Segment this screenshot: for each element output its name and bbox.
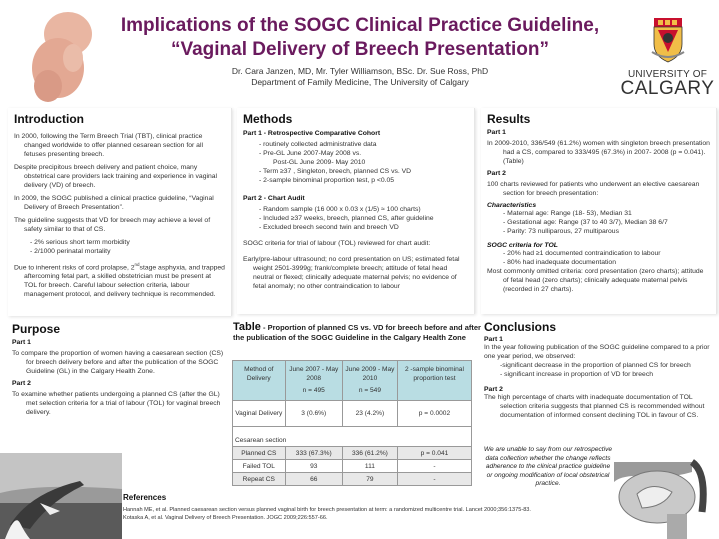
crest-icon: [648, 18, 688, 64]
methods-panel: [237, 108, 475, 314]
methods-item: - Random sample (16 000 x 0.03 x (1/5) ≈ 100 charts): [259, 206, 421, 213]
table-cell: -: [397, 460, 471, 473]
table-row: [233, 427, 472, 447]
results-panel: [481, 108, 717, 314]
table-row: [233, 473, 472, 486]
results-part1-text: In 2009-2010, 336/549 (61.2%) women with singleton breech presentation had a CS, compared to 333/495 (67.3%) in 2007- 2008 (p = 0.041). (Table): [487, 140, 710, 165]
results-heading: Results: [487, 112, 531, 126]
characteristics-label: Characteristics: [487, 202, 537, 209]
methods-heading: Methods: [243, 112, 293, 126]
methods-criteria-intro: SOGC criteria for trial of labour (TOL) reviewed for chart audit:: [243, 240, 431, 247]
table-cell: p = 0.0002: [397, 401, 471, 427]
table-cell: 3 (0.6%): [285, 401, 342, 427]
authors: Dr. Cara Janzen, MD, Mr. Tyler Williamson, BSc. Dr. Sue Ross, PhD: [231, 66, 489, 76]
logo-text-line1: UNIVERSITY OF: [627, 69, 708, 80]
results-part2-text: 100 charts reviewed for patients who underwent an elective caesarean section for breech presentation:: [487, 181, 700, 197]
intro-bullet: - 2% serious short term morbidity: [30, 239, 130, 246]
methods-criteria-text: Early/pre-labour ultrasound; no cord presentation on US; estimated fetal weight 2501-3999g; frank/complete breech; attitude of fetal head neutral or flexed; clinically adequate maternal pelvis; no evidence of fetal anomaly; no other contraindication to labour: [243, 256, 460, 290]
purpose-section: [12, 322, 232, 421]
table-cell: p = 0.041: [397, 447, 471, 460]
characteristic-item: - Parity: 73 nulliparous, 27 multiparous: [503, 228, 619, 235]
purpose-part1-label: Part 1: [12, 339, 31, 346]
poster-header: [0, 0, 719, 100]
conclusions-part1-label: Part 1: [484, 336, 503, 343]
criteria-item: - 80% had inadequate documentation: [503, 259, 616, 266]
conclusions-heading: Conclusions: [484, 320, 557, 334]
table-cell: 23 (4.2%): [342, 401, 397, 427]
table-cell: 336 (61.2%): [342, 447, 397, 460]
table-cell: 333 (67.3%): [285, 447, 342, 460]
conclusions-section: [484, 320, 716, 424]
table-cell: 66: [285, 473, 342, 486]
table-cell: Planned CS: [233, 447, 286, 460]
reference-item: Hannah ME, et al. Planned caesarean section versus planned vaginal birth for breech presentation at term: a randomized multicentre trial. Lancet 2000;356:1375-83.: [123, 507, 531, 513]
table-cell: 79: [342, 473, 397, 486]
references-section: [123, 493, 719, 522]
table-header-cell: 2 -sample binominal proportion test: [397, 361, 471, 401]
methods-item: Post-GL June 2009- May 2010: [273, 159, 366, 166]
criteria-item: - 20% had ≥1 documented contraindication to labour: [503, 250, 661, 257]
intro-paragraph: Due to inherent risks of cord prolapse, 2ndstage asphyxia, and trapped aftercoming fetal part, a skilled obstetrician must be present at TOL for breech. Careful labour selection criteria, labour management protocol, and delivery technique is recommended.: [14, 262, 225, 299]
results-part2-label: Part 2: [487, 170, 506, 177]
table-cell: 93: [285, 460, 342, 473]
introduction-heading: Introduction: [14, 112, 84, 126]
intro-paragraph: In 2009, the SOGC published a clinical practice guideline, “Vaginal Delivery of Breech Presentation”.: [14, 195, 214, 211]
conclusion-note: We are unable to say from our retrospective data collection whether the change reflects adherence to the clinical practice guideline or ongoing modification of local obstetrical practice.: [483, 446, 613, 487]
conclusion-item: - significant increase in proportion of VD for breech: [500, 371, 654, 378]
tol-criteria-label: SOGC criteria for TOL: [487, 242, 558, 249]
purpose-part2-label: Part 2: [12, 380, 31, 387]
purpose-part2-text: To examine whether patients undergoing a planned CS (after the GL) met selection criteria for a trial of labour (TOL) for vaginal breech delivery.: [12, 391, 221, 416]
results-part1-label: Part 1: [487, 129, 506, 136]
methods-item: - Excluded breech second twin and breech VD: [259, 224, 399, 231]
logo-text-line2: CALGARY: [620, 78, 715, 99]
table-cell: Failed TOL: [233, 460, 286, 473]
poster-title: [100, 14, 620, 62]
purpose-part1-text: To compare the proportion of women having a caesarean section (CS) for breech delivery before and after the publication of the SOGC Guideline (GL) in the Calgary Health Zone.: [12, 350, 224, 375]
results-table: [232, 360, 472, 486]
characteristic-item: - Gestational age: Range (37 to 40 3/7), Median 38 6/7: [503, 219, 668, 226]
methods-item: - Included ≥37 weeks, breech, planned CS, after guideline: [259, 215, 434, 222]
reference-item: Kotaska A, et al. Vaginal Delivery of Breech Presentation. JOGC 2009;226:557-66.: [123, 515, 328, 521]
introduction-panel: [8, 108, 232, 316]
intro-paragraph: The guideline suggests that VD for breech may achieve a level of safety similar to that of CS.: [14, 217, 211, 233]
table-section-label: Cesarean section: [233, 427, 472, 447]
table-caption-text: - Proportion of planned CS vs. VD for breech before and after the publication of the SOGC Guideline in the Calgary Health Zone: [233, 323, 481, 342]
table-header-cell: June 2009 - May 2010 n = 549: [342, 361, 397, 401]
table-cell: Vaginal Delivery: [233, 401, 286, 427]
intro-bullet: - 2/1000 perinatal mortality: [30, 248, 111, 255]
methods-item: - 2-sample binominal proportion test, p <0.05: [259, 177, 395, 184]
characteristic-item: - Maternal age: Range (18- 53), Median 31: [503, 210, 632, 217]
purpose-heading: Purpose: [12, 322, 61, 336]
table-header-row: [233, 361, 472, 401]
table-cell: -: [397, 473, 471, 486]
conclusions-part1-text: In the year following publication of the SOGC guideline compared to a prior one year period, we observed:: [484, 344, 710, 360]
table-caption-title: Table: [233, 321, 261, 333]
methods-item: - Term ≥37 , Singleton, breech, planned CS vs. VD: [259, 168, 412, 175]
references-heading: References: [123, 493, 167, 502]
table-row: [233, 460, 472, 473]
methods-item: - routinely collected administrative data: [259, 141, 377, 148]
conclusion-item: -significant decrease in the proportion of planned CS for breech: [500, 362, 691, 369]
fetus-illustration: [18, 6, 106, 106]
title-line-2: “Vaginal Delivery of Breech Presentation”: [170, 39, 550, 60]
table-row: [233, 401, 472, 427]
methods-part1-label: Part 1 - Retrospective Comparative Cohort: [243, 130, 381, 137]
methods-part2-label: Part 2 - Chart Audit: [243, 195, 305, 202]
authors-block: [180, 66, 540, 88]
table-header-cell: Method of Delivery: [233, 361, 286, 401]
methods-item: - Pre-GL June 2007-May 2008 vs.: [259, 150, 362, 157]
department: Department of Family Medicine, The University of Calgary: [251, 77, 469, 87]
conclusions-part2-text: The high percentage of charts with inadequate documentation of TOL selection criteria suggests that planned CS is recommended without documentation of informed consent declining TOL in favour of CS.: [484, 394, 705, 419]
table-row: [233, 447, 472, 460]
conclusions-part2-label: Part 2: [484, 386, 503, 393]
title-line-1: Implications of the SOGC Clinical Practice Guideline,: [120, 15, 600, 36]
intro-paragraph: Despite precipitous breech delivery and patient choice, many obstetrical care providers lack training and experience in vaginal delivery (VD) of breech.: [14, 164, 218, 189]
university-logo: [620, 18, 715, 100]
intro-paragraph: In 2000, following the Term Breech Trial (TBT), clinical practice changed worldwide to offer planned cesarean section for all fetuses presenting breech.: [14, 133, 203, 158]
table-header-cell: June 2007 - May 2008 n = 495: [285, 361, 342, 401]
whale-photo: [0, 453, 122, 539]
omitted-criteria-text: Most commonly omitted criteria: cord presentation (zero charts); attitude of fetal head (zero charts); clinically adequate maternal pelvis (recorded in 27 charts).: [487, 268, 704, 293]
table-cell: 111: [342, 460, 397, 473]
table-caption: [233, 322, 483, 343]
table-cell: Repeat CS: [233, 473, 286, 486]
